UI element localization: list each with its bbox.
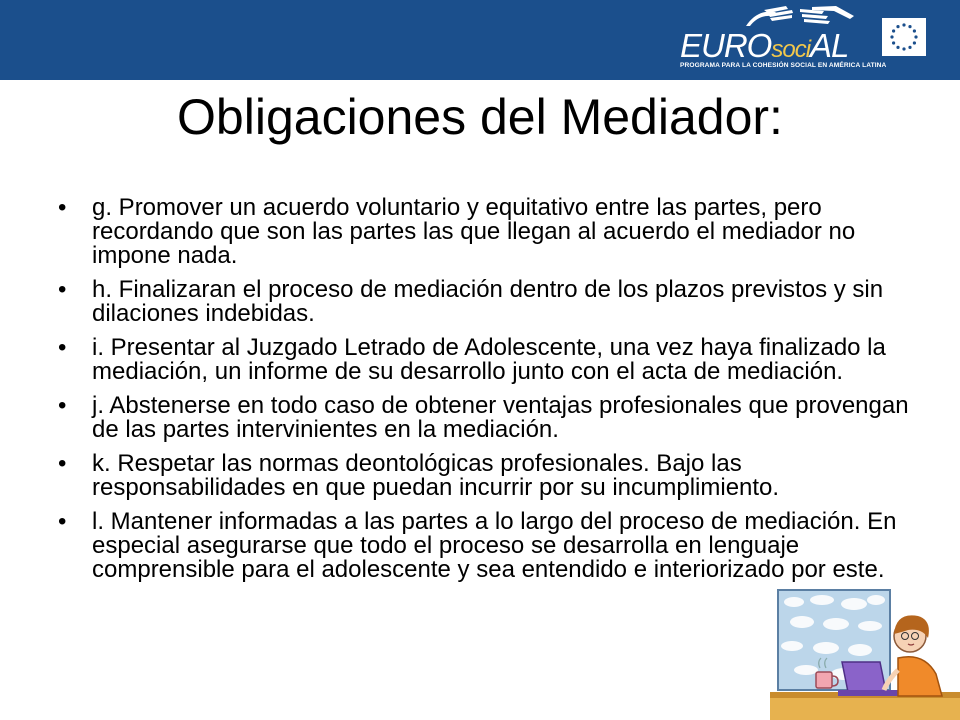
bullet-icon: • xyxy=(58,392,67,419)
header-band xyxy=(0,0,960,80)
brand-prefix: EURO xyxy=(680,27,772,64)
list-item-text: j. Abstenerse en todo caso de obtener ventajas profesionales que provengan de las partes intervinientes en la mediación. xyxy=(92,392,909,443)
list-item xyxy=(58,196,918,268)
eurosocial-logo xyxy=(680,4,926,76)
bullet-icon: • xyxy=(58,450,67,477)
brand-mid: soci xyxy=(771,36,811,63)
list-item-text: g. Promover un acuerdo voluntario y equitativo entre las partes, pero recordando que son las partes las que llegan al acuerdo el mediador no impone nada. xyxy=(92,194,856,269)
bullet-icon: • xyxy=(58,508,67,535)
list-item-text: i. Presentar al Juzgado Letrado de Adolescente, una vez haya finalizado la mediación, un informe de su desarrollo junto con el acta de mediación. xyxy=(92,334,886,385)
list-item xyxy=(58,336,918,384)
list-item xyxy=(58,278,918,326)
brand-suffix: AL xyxy=(810,27,849,64)
bullet-icon: • xyxy=(58,334,67,361)
list-item-text: h. Finalizaran el proceso de mediación dentro de los plazos previstos y sin dilaciones indebidas. xyxy=(92,276,884,327)
obligations-list xyxy=(58,196,918,592)
list-item xyxy=(58,394,918,442)
bullet-icon: • xyxy=(58,276,67,303)
eu-flag-icon xyxy=(882,18,926,56)
slide-title: Obligaciones del Mediador: xyxy=(177,89,783,145)
bullet-icon: • xyxy=(58,194,67,221)
list-item xyxy=(58,510,918,582)
list-item-text: k. Respetar las normas deontológicas profesionales. Bajo las responsabilidades en que puedan incurrir por su incumplimiento. xyxy=(92,450,780,501)
woman-at-laptop-icon xyxy=(770,588,960,720)
list-item xyxy=(58,452,918,500)
logo-tagline: PROGRAMA PARA LA COHESIÓN SOCIAL EN AMÉRICA LATINA xyxy=(680,62,887,69)
list-item-text: l. Mantener informadas a las partes a lo largo del proceso de mediación. En especial asegurarse que todo el proceso se desarrolla en lenguaje comprensible para el adolescente y sea entendido e interiorizado por este. xyxy=(92,508,897,583)
